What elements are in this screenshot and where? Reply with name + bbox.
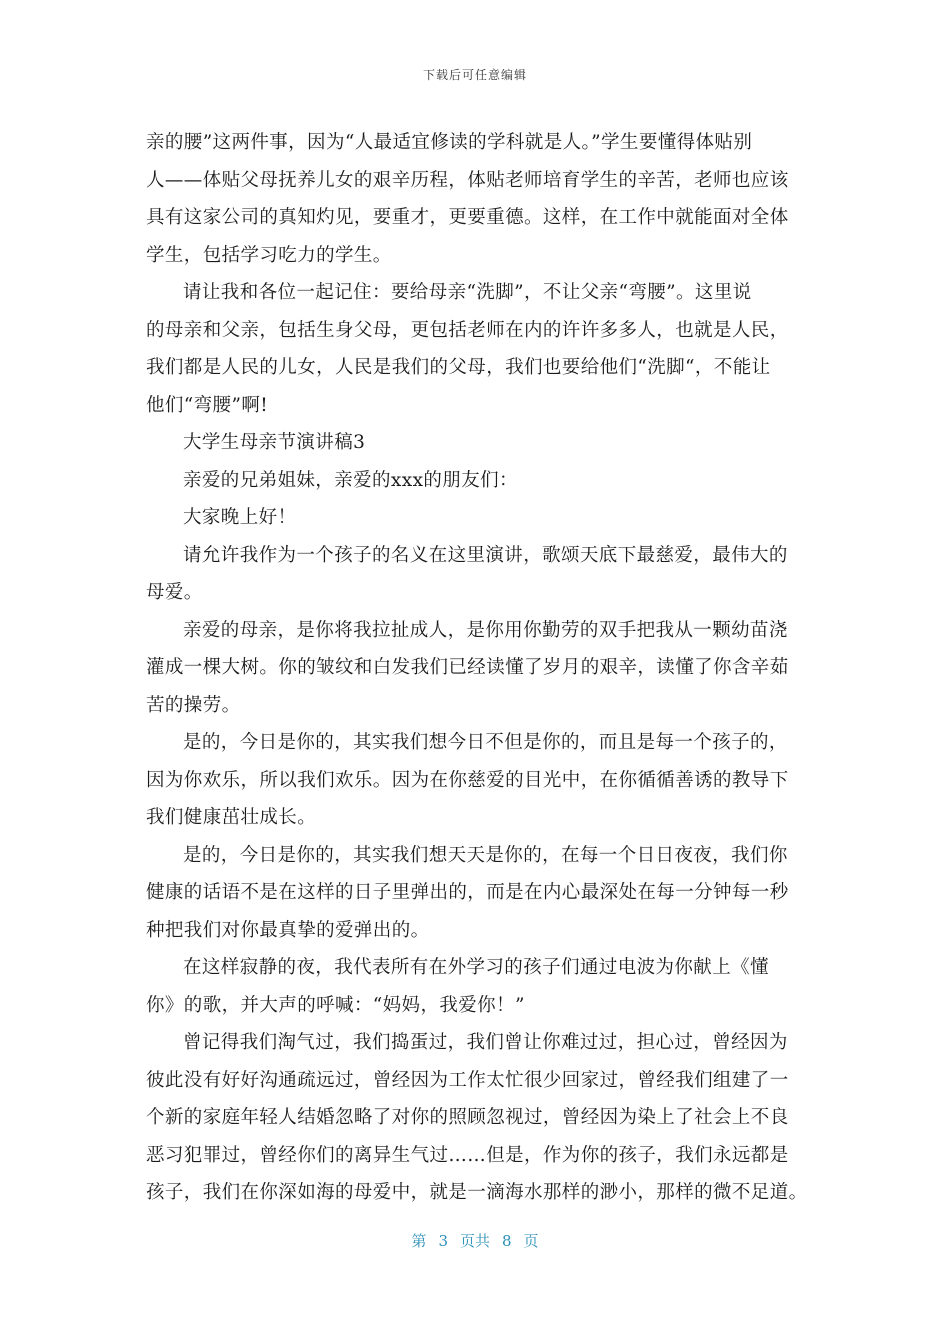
footer-total-pages: 8 [502,1232,512,1250]
paragraph [146,837,810,950]
paragraph-line: 具有这家公司的真知灼见，要重才，更要重德。这样，在工作中就能面对全体 [146,207,789,228]
paragraph-line: 苦的操劳。 [146,694,241,716]
paragraph-line: 是的，今日是你的，其实我们想天天是你的，在每一个日日夜夜，我们你 [183,844,788,866]
document-body [146,124,810,1212]
paragraph [146,124,810,274]
paragraph-line: 请让我和各位一起记住：要给母亲“洗脚”，不让父亲“弯腰”。这里说 [183,282,752,303]
paragraph [146,537,810,612]
paragraph-line: 亲的腰”这两件事，因为“人最适宜修读的学科就是人。”学生要懂得体贴别 [146,132,753,153]
paragraph-line: 大学生母亲节演讲稿3 [183,432,366,453]
paragraph [146,499,810,537]
paragraph-line: 灌成一棵大树。你的皱纹和白发我们已经读懂了岁月的艰辛，读懂了你含辛茹 [146,657,789,678]
paragraph-line: 亲爱的母亲，是你将我拉扯成人，是你用你勤劳的双手把我从一颗幼苗浇 [183,619,788,641]
paragraph-line: 大家晚上好！ [183,507,297,528]
paragraph-line: 我们都是人民的儿女，人民是我们的父母，我们也要给他们“洗脚“，不能让 [146,357,771,378]
paragraph-line: 的母亲和父亲，包括生身父母，更包括老师在内的许许多多人，也就是人民， [146,319,789,341]
paragraph-line: 个新的家庭年轻人结婚忽略了对你的照顾忽视过，曾经因为染上了社会上不良 [146,1107,789,1128]
paragraph-line: 健康的话语不是在这样的日子里弹出的，而是在内心最深处在每一分钟每一秒 [146,882,789,903]
paragraph-line: 请允许我作为一个孩子的名义在这里演讲，歌颂天底下最慈爱，最伟大的 [183,544,788,566]
paragraph-line: 在这样寂静的夜，我代表所有在外学习的孩子们通过电波为你献上《懂 [183,957,769,978]
footer-prefix: 第 [411,1232,427,1250]
paragraph [146,462,810,500]
page-header-note: 下载后可任意编辑 [422,68,527,82]
paragraph-line: 亲爱的兄弟姐妹，亲爱的xxx的朋友们： [183,469,518,491]
page-number-footer [0,1230,950,1251]
paragraph-line: 恶习犯罪过，曾经你们的离异生气过……但是，作为你的孩子，我们永远都是 [146,1144,789,1166]
paragraph-line: 学生，包括学习吃力的学生。 [146,244,392,266]
paragraph-line: 因为你欢乐，所以我们欢乐。因为在你慈爱的目光中，在你循循善诱的教导下 [146,769,789,791]
paragraph [146,949,810,1024]
paragraph [146,612,810,725]
paragraph-line: 你》的歌，并大声的呼喊：“妈妈，我爱你！” [146,994,525,1016]
paragraph-line: 孩子，我们在你深如海的母爱中，就是一滴海水那样的渺小，那样的微不足道。 [146,1182,808,1203]
paragraph-line: 是的，今日是你的，其实我们想今日不但是你的，而且是每一个孩子的， [183,732,788,753]
paragraph-line: 曾记得我们淘气过，我们捣蛋过，我们曾让你难过过，担心过，曾经因为 [183,1032,788,1053]
footer-current-page: 3 [438,1232,448,1250]
paragraph-line: 他们“弯腰”啊! [146,394,269,416]
paragraph [146,424,810,462]
footer-suffix: 页 [523,1232,539,1250]
paragraph-line: 人——体贴父母抚养儿女的艰辛历程，体贴老师培育学生的辛苦，老师也应该 [146,169,789,191]
paragraph-line: 种把我们对你最真挚的爱弹出的。 [146,919,430,941]
paragraph [146,274,810,424]
paragraph-line: 母爱。 [146,582,203,603]
paragraph-line: 我们健康茁壮成长。 [146,807,317,828]
paragraph-line: 彼此没有好好沟通疏远过，曾经因为工作太忙很少回家过，曾经我们组建了一 [146,1069,789,1091]
paragraph [146,1024,810,1212]
footer-middle: 页共 [459,1232,490,1250]
paragraph [146,724,810,837]
